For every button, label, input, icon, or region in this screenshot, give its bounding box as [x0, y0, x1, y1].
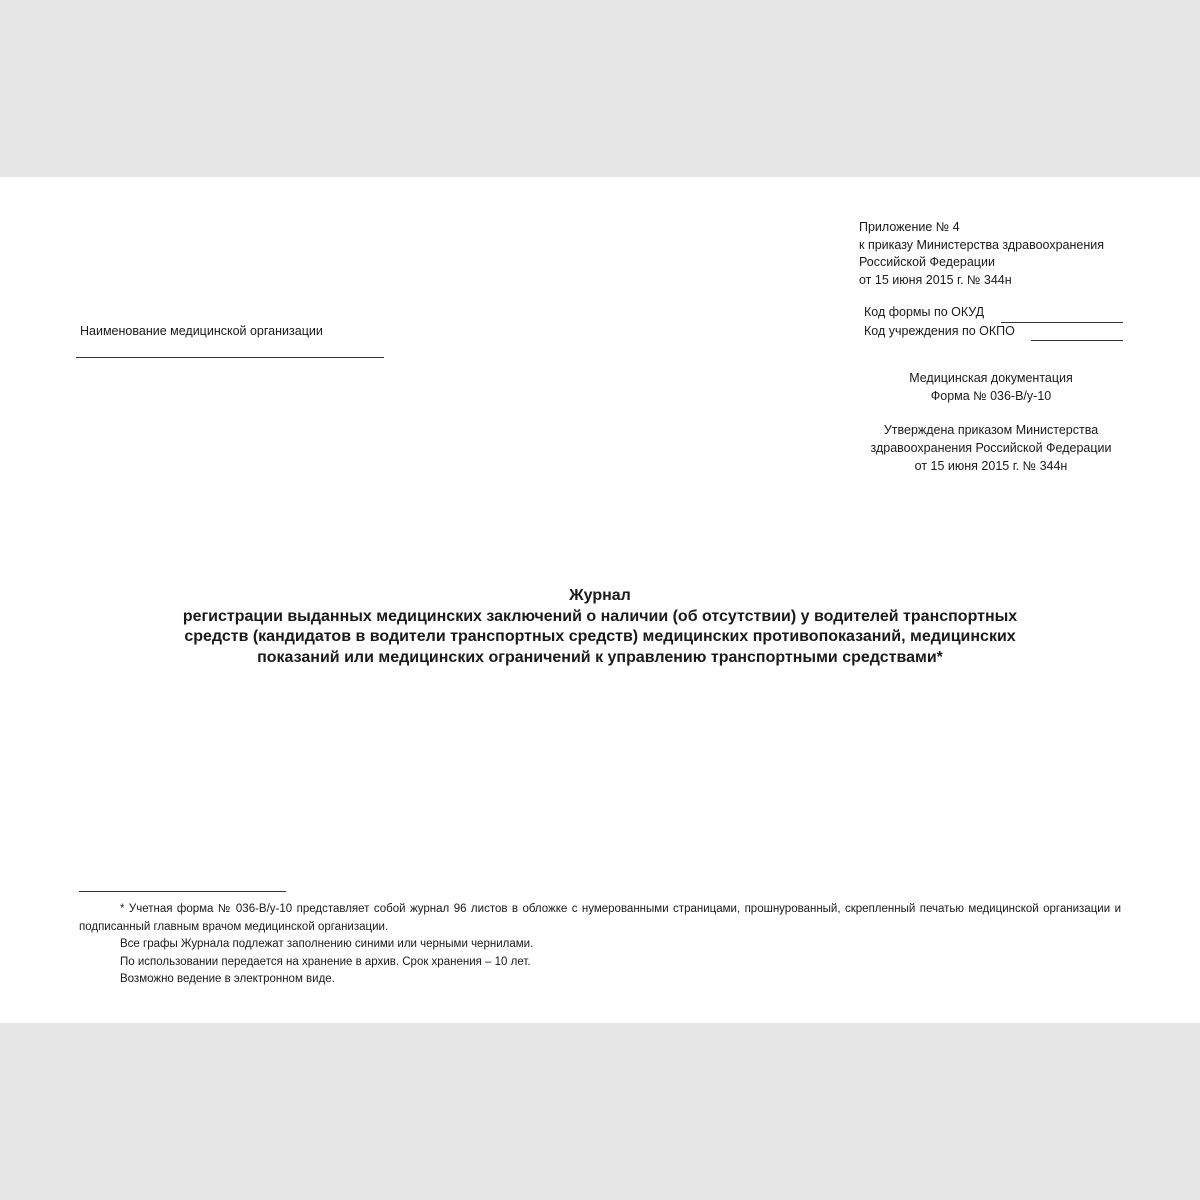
medical-documentation-block	[864, 369, 1118, 405]
document-page	[0, 177, 1200, 1023]
okpo-code-label: Код учреждения по ОКПО	[864, 324, 1015, 338]
title-line: регистрации выданных медицинских заключений о наличии (об отсутствии) у водителей транспортных	[182, 607, 1018, 625]
appendix-line: от 15 июня 2015 г. № 344н	[859, 272, 1012, 287]
footnote-paragraph: По использовании передается на хранение в архив. Срок хранения – 10 лет.	[120, 955, 531, 968]
footnote-paragraph: Возможно ведение в электронном виде.	[120, 973, 335, 985]
journal-title	[100, 586, 1100, 668]
form-number: Форма № 036-В/у-10	[930, 389, 1052, 403]
appendix-line: Российской Федерации	[859, 255, 995, 269]
organization-name-field[interactable]	[76, 357, 384, 358]
approval-line: от 15 июня 2015 г. № 344н	[914, 459, 1068, 473]
footnote-paragraph: * Учетная форма № 036-В/у-10 представляет собой журнал 96 листов в обложке с нумерованными страницами, прошнурованный, скрепленный печатью медицинской организации и подписанный главным врачом медицинской организации.	[79, 903, 1121, 933]
appendix-line: Приложение № 4	[859, 220, 960, 234]
title-line: Журнал	[569, 587, 631, 604]
okpo-code-field[interactable]	[1031, 340, 1123, 341]
approval-line: Утверждена приказом Министерства	[883, 423, 1099, 437]
approval-block	[864, 421, 1118, 475]
footnote	[79, 901, 1121, 989]
okud-code-label: Код формы по ОКУД	[864, 305, 985, 319]
footnote-paragraph: Все графы Журнала подлежат заполнению синими или черными чернилами.	[120, 938, 534, 950]
appendix-line: к приказу Министерства здравоохранения	[859, 237, 1105, 252]
organization-name-label: Наименование медицинской организации	[80, 324, 323, 338]
title-line: средств (кандидатов в водители транспортных средств) медицинских противопоказаний, медицинских	[184, 628, 1016, 645]
title-line: показаний или медицинских ограничений к управлению транспортными средствами*	[257, 648, 943, 666]
footnote-separator	[79, 891, 286, 892]
okud-code-field[interactable]	[1001, 322, 1123, 323]
appendix-header	[859, 219, 1104, 289]
approval-line: здравоохранения Российской Федерации	[870, 441, 1112, 455]
medical-doc-line: Медицинская документация	[909, 371, 1073, 385]
